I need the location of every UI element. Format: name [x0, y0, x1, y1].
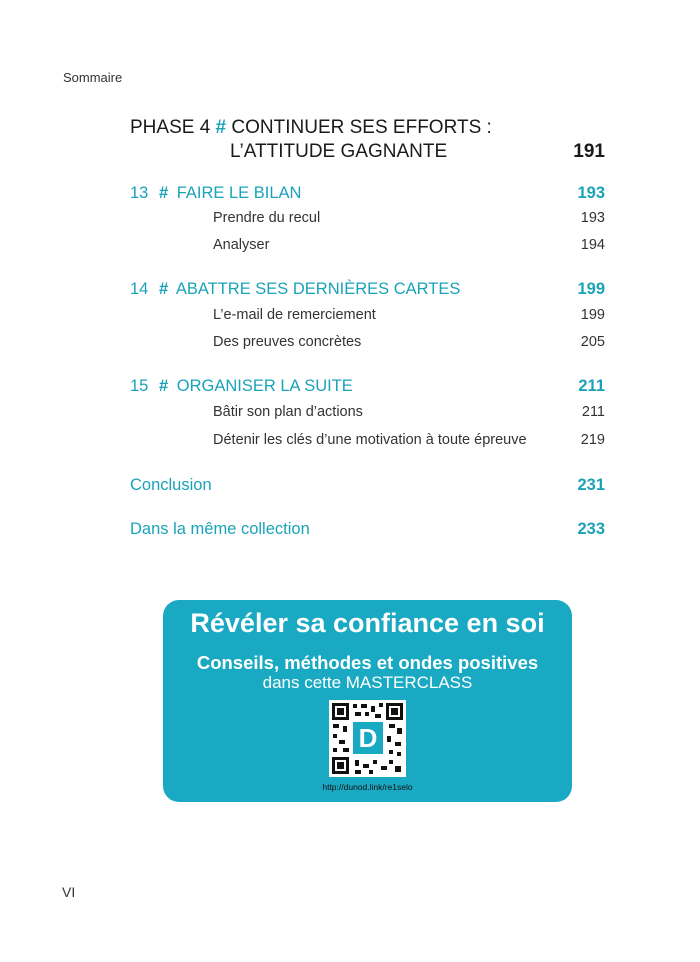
entry-page: 231: [577, 476, 605, 494]
hash-icon: #: [158, 184, 169, 202]
section-entry[interactable]: [213, 404, 605, 420]
chapter-13[interactable]: [130, 184, 605, 203]
chapter-heading: [130, 377, 353, 396]
promo-subtitle-2: dans cette MASTERCLASS: [262, 673, 473, 692]
chapter-title: FAIRE LE BILAN: [176, 184, 302, 202]
phase-label: PHASE 4: [130, 117, 211, 138]
chapter-page: 193: [577, 184, 605, 202]
section-title: Des preuves concrètes: [213, 334, 362, 350]
phase-title-line1: CONTINUER SES EFFORTS :: [231, 117, 492, 138]
toc-entry-collection[interactable]: [130, 520, 605, 539]
promo-title: Révéler sa confiance en soi: [190, 608, 545, 638]
chapter-heading: [130, 184, 301, 203]
hash-icon: #: [158, 377, 169, 395]
chapter-number: 14: [130, 280, 149, 298]
masterclass-promo[interactable]: [163, 600, 572, 802]
entry-title: Conclusion: [130, 476, 212, 494]
section-entry[interactable]: [213, 334, 605, 350]
chapter-number: 13: [130, 184, 149, 202]
section-title: Détenir les clés d’une motivation à toute épreuve: [213, 432, 527, 448]
entry-page: 233: [577, 520, 605, 538]
section-page: 205: [580, 334, 605, 350]
section-entry[interactable]: [213, 432, 605, 448]
section-page: 199: [580, 307, 605, 323]
section-entry[interactable]: [213, 237, 605, 253]
phase-line-2: [130, 140, 605, 164]
chapter-heading: [130, 280, 460, 299]
chapter-title: ABATTRE SES DERNIÈRES CARTES: [175, 280, 461, 298]
hash-icon: #: [158, 280, 169, 298]
phase-page: 191: [573, 141, 605, 162]
hash-icon: #: [215, 117, 227, 138]
qr-logo-letter: D: [358, 723, 378, 753]
page-number: VI: [62, 884, 76, 900]
section-title: L’e-mail de remerciement: [213, 307, 376, 323]
chapter-title: ORGANISER LA SUITE: [176, 377, 353, 395]
chapter-page: 211: [578, 377, 605, 395]
running-head: Sommaire: [63, 70, 123, 85]
section-title: Analyser: [213, 237, 270, 253]
chapter-14[interactable]: [130, 280, 605, 299]
section-entry[interactable]: [213, 307, 605, 323]
phase-heading: [130, 116, 605, 164]
section-page: 194: [580, 237, 605, 253]
section-title: Bâtir son plan d’actions: [213, 404, 363, 420]
qr-code-icon[interactable]: [329, 700, 406, 777]
promo-url-link[interactable]: http://dunod.link/re1selo: [322, 782, 413, 792]
section-page: 219: [580, 432, 605, 448]
promo-subtitle: Conseils, méthodes et ondes positives: [196, 652, 539, 673]
section-title: Prendre du recul: [213, 210, 321, 226]
section-page: 211: [581, 404, 605, 420]
entry-title: Dans la même collection: [130, 520, 310, 538]
section-page: 193: [580, 210, 605, 226]
phase-title-line2: L’ATTITUDE GAGNANTE: [230, 141, 448, 162]
chapter-number: 15: [130, 377, 149, 395]
chapter-15[interactable]: [130, 377, 605, 396]
section-entry[interactable]: [213, 210, 605, 226]
phase-line-1: [130, 116, 605, 140]
qr-code-graphic: [329, 700, 406, 777]
toc-entry-conclusion[interactable]: [130, 476, 605, 495]
chapter-page: 199: [577, 280, 605, 298]
